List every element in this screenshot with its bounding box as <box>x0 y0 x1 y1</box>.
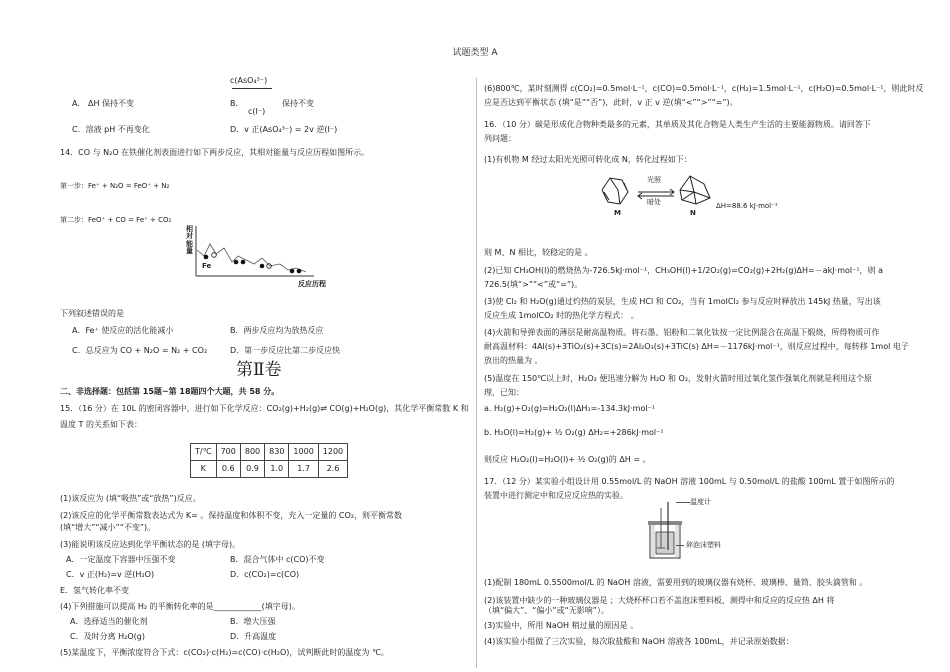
q15-part3-c: C．v 正(H₂)=v 逆(H₂O) <box>66 570 155 579</box>
q13-fraction-line <box>232 88 272 89</box>
q15-part3-e: E．氢气转化率不变 <box>60 586 130 595</box>
ylabel-char: 能 <box>186 239 193 248</box>
q17-part3: (3)实验中，所用 NaOH 稍过量的原因是 。 <box>484 621 639 630</box>
q13-option-b-letter: B． <box>230 99 244 108</box>
q15-part2-b: (填“增大”“减小”“不变”)。 <box>60 523 156 532</box>
q16-part2-a: (2)已知 CH₃OH(l)的燃烧热为-726.5kJ·mol⁻¹，CH₃OH(l)+1/2O₂(g)=CO₂(g)+2H₂(g)ΔH=－akJ·mol⁻¹，则 a <box>484 266 883 275</box>
q15-part4: (4)下列措施可以提高 H₂ 的平衡转化率的是____________(填字母)。 <box>60 602 300 611</box>
q15-stem-1: 15．（16 分）在 10L 的密闭容器中，进行如下化学反应：CO₂(g)+H₂(g)⇌ CO(g)+H₂O(g)，其化学平衡常数 K 和 <box>60 404 469 413</box>
q15-part3-a: A．一定温度下容器中压强不变 <box>66 555 176 564</box>
q14-option-b: B．两步反应均为放热反应 <box>230 326 324 335</box>
delta-h: ΔH=88.6 kJ·mol⁻¹ <box>716 202 778 210</box>
q14-option-a: A．Fe⁺ 使反应的活化能减小 <box>72 326 174 335</box>
q16-part3-b: 反应生成 1molCO₂ 时的热化学方程式： 。 <box>484 311 639 320</box>
species-dot <box>212 253 217 258</box>
label-thermometer: 温度计 <box>690 498 711 506</box>
chart-xlabel: 反应历程 <box>298 280 326 288</box>
q13-option-c: C．溶液 pH 不再变化 <box>72 125 150 134</box>
q15-part5: (5)某温度下，平衡浓度符合下式：c(CO₂)·c(H₂)=c(CO)·c(H₂O)，试判断此时的温度为 ℃。 <box>60 648 389 657</box>
part2-instructions: 二、非选择题：包括第 15题~第 18题四个大题，共 58 分。 <box>60 387 280 396</box>
q16-part5-b: 理，已知： <box>484 388 524 397</box>
q15-part3-b: B．混合气体中 c(CO)不变 <box>230 555 325 564</box>
table-cell: 830 <box>265 444 289 461</box>
q16-stem-2: 列问题： <box>484 134 516 143</box>
calorimeter-diagram <box>646 500 686 562</box>
k-temperature-table <box>190 443 348 478</box>
q13-option-b-fraction: c(I⁻) <box>248 107 266 116</box>
ylabel-char: 相 <box>186 225 193 233</box>
rx-condition-top: 光照 <box>647 176 661 184</box>
chart-ylabel <box>186 226 196 255</box>
table-cell: 1200 <box>318 444 347 461</box>
q17-part2-b: （填“偏大”、“偏小”或“无影响”）。 <box>484 606 609 615</box>
q13-option-b-text: 保持不变 <box>282 99 314 108</box>
table-cell: 700 <box>216 444 240 461</box>
table-cell: 1000 <box>289 444 318 461</box>
table-cell: 0.6 <box>216 461 240 478</box>
chart-fe-label: Fe <box>202 262 212 270</box>
q15-part1: (1)该反应为 (填“吸热”或“放热”)反应。 <box>60 494 201 503</box>
table-row <box>191 444 348 461</box>
thermometer-pointer <box>676 502 690 503</box>
species-dot <box>241 260 246 265</box>
q14-step1: 第一步：Fe⁺ + N₂O = FeO⁺ + N₂ <box>60 182 170 190</box>
q17-part2-a: (2)该装置中缺少的一种玻璃仪器是 ；大烧杯杯口若不盖泡沫塑料板，测得中和反应的反应热 ΔH 将 <box>484 596 835 605</box>
q13-option-d: D．v 正(AsO₄³⁻) = 2v 逆(I⁻) <box>230 125 338 134</box>
table-cell: 800 <box>240 444 264 461</box>
q16-part5-e: 则反应 H₂O₂(l)=H₂O(l)+ ½ O₂(g)的 ΔH = 。 <box>484 455 651 464</box>
species-dot <box>297 269 302 274</box>
q14-option-d: D．第一步反应比第二步反应快 <box>230 346 341 355</box>
table-row <box>191 461 348 478</box>
q16-part1-b: 则 M、N 相比，较稳定的是 。 <box>484 248 593 257</box>
table-cell: 2.6 <box>318 461 347 478</box>
q15-part6-a: (6)800℃，某时刻测得 c(CO₂)=0.5mol·L⁻¹，c(CO)=0.5mol·L⁻¹，c(H₂)=1.5mol·L⁻¹，c(H₂O)=0.5mol·L⁻¹，则此时反 <box>484 84 924 93</box>
q16-part3-a: (3)使 Cl₂ 和 H₂O(g)通过灼热的炭层，生成 HCl 和 CO₂，当有 1molCl₂ 参与反应时释放出 145kJ 热量，写出该 <box>484 297 881 306</box>
q16-part4-c: 放出的热量为 。 <box>484 356 543 365</box>
exam-header: 试题类型 A <box>452 48 498 58</box>
molecule-n <box>680 176 710 204</box>
q14-stem: 14．CO 与 N₂O 在铁催化剂表面进行如下两步反应，其相对能量与反应历程如图所示。 <box>60 148 370 157</box>
q16-part2-b: 726.5(填“>”“<”或“=”)。 <box>484 280 583 289</box>
rx-condition-bottom: 暗处 <box>647 198 661 206</box>
q17-stem-2: 装置中进行测定中和反应反应热的实验。 <box>484 491 628 500</box>
species-dot <box>204 255 209 260</box>
q15-part6-b: 应是否达到平衡状态 (填“是”“否”)，此时，v 正 v 逆(填“<”“>”“=”)。 <box>484 98 738 107</box>
q16-stem-1: 16．（10 分）碳是形成化合物种类最多的元素，其单质及其化合物是人类生产生活的主要能源物质。请回答下 <box>484 120 871 129</box>
q16-part4-a: (4)火箭和导弹表面的薄层是耐高温物质。将石墨、铝粉和二氧化钛按一定比例混合在高温下煅烧，所得物质可作 <box>484 328 880 337</box>
inner-beaker <box>656 532 674 554</box>
table-cell: 1.7 <box>289 461 318 478</box>
label-n: N <box>690 209 696 217</box>
q16-part5-a: (5)温度在 150℃以上时，H₂O₂ 便迅速分解为 H₂O 和 O₂，发射火箭时用过氧化氢作强氧化剂就是利用这个原 <box>484 374 873 383</box>
q16-part5-d: b. H₂O(l)=H₂(g)+ ½ O₂(g) ΔH₂=+286kJ·mol⁻¹ <box>484 428 664 437</box>
q15-part4-d: D．升高温度 <box>230 632 277 641</box>
q16-part5-c: a. H₂(g)+O₂(g)=H₂O₂(l)ΔH₁=-134.3kJ·mol⁻¹ <box>484 404 656 413</box>
energy-diagram <box>196 226 326 286</box>
foam-pointer <box>676 545 684 546</box>
table-cell: K <box>191 461 217 478</box>
q14-step2: 第二步：FeO⁺ + CO = Fe⁺ + CO₂ <box>60 216 172 224</box>
molecule-m <box>602 178 628 204</box>
label-foam: 碎泡沫塑料 <box>686 541 721 549</box>
part2-title: 第Ⅱ卷 <box>236 360 282 380</box>
ylabel-char: 量 <box>186 247 193 256</box>
table-cell: 1.0 <box>265 461 289 478</box>
q14-option-c: C．总反应为 CO + N₂O = N₂ + CO₂ <box>72 346 208 355</box>
q15-part2-a: (2)该反应的化学平衡常数表达式为 K= 。保持温度和体积不变，充入一定量的 CO₂，则平衡常数 <box>60 511 402 520</box>
foam-lid <box>648 521 682 525</box>
species-dot <box>290 269 295 274</box>
q17-part1: (1)配制 180mL 0.5500mol/L 的 NaOH 溶液，需要用到的玻璃仪器有烧杯、玻璃棒、量筒、胶头滴管和 。 <box>484 578 868 587</box>
label-m: M <box>614 209 621 217</box>
ylabel-char: 对 <box>186 232 193 241</box>
species-dot <box>234 260 239 265</box>
q15-part3-d: D．c(CO₂)=c(CO) <box>230 570 300 579</box>
q17-part4: (4)该实验小组做了三次实验，每次取盐酸和 NaOH 溶液各 100mL，并记录原始数据： <box>484 637 794 646</box>
q14-question: 下列叙述错误的是 <box>60 309 124 318</box>
energy-curve <box>197 244 306 272</box>
species-dot <box>260 264 265 269</box>
q15-stem-2: 温度 T 的关系如下表： <box>60 420 142 429</box>
q15-part4-b: B．增大压强 <box>230 617 276 626</box>
q17-stem-1: 17．（12 分）某实验小组设计用 0.55mol/L 的 NaOH 溶液 100mL 与 0.50mol/L 的盐酸 100mL 置于如图所示的 <box>484 477 895 486</box>
q15-part4-a: A．选择适当的催化剂 <box>70 617 148 626</box>
table-cell: T/℃ <box>191 444 217 461</box>
q15-part4-c: C．及时分离 H₂O(g) <box>70 632 145 641</box>
table-cell: 0.9 <box>240 461 264 478</box>
q16-part4-b: 耐高温材料：4Al(s)+3TiO₂(s)+3C(s)=2Al₂O₃(s)+3TiC(s) ΔH=－1176kJ·mol⁻¹，则反应过程中，每转移 1mol 电子 <box>484 342 909 351</box>
column-divider <box>476 78 477 668</box>
q15-part3: (3)能说明该反应达到化学平衡状态的是 (填字母)。 <box>60 540 241 549</box>
q16-part1: (1)有机物 M 经过太阳光光照可转化成 N，转化过程如下： <box>484 155 692 164</box>
q13-fraction-numerator: c(AsO₄³⁻) <box>230 76 268 85</box>
q13-option-a: A． ΔH 保持不变 <box>72 99 135 108</box>
